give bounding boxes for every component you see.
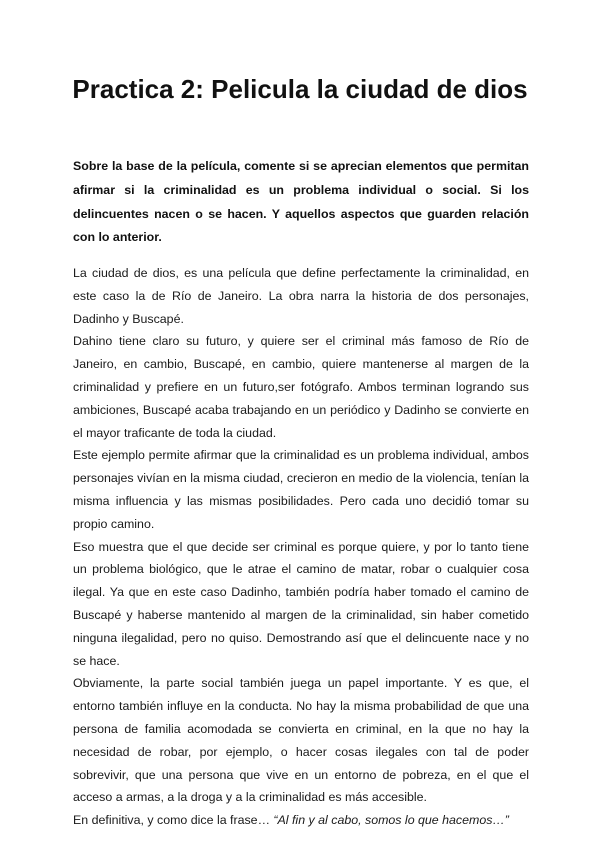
- essay-paragraph: Obviamente, la parte social también juega un papel importante. Y es que, el entorno también influye en la conducta. No hay la misma probabilidad de que una persona de familia acomodada se convierta en criminal, en la que no hay la necesidad de robar, por ejemplo, o hacer cosas ilegales con tal de poder sobrevivir, que una persona que vive en un entorno de pobreza, en el que el acceso a armas, a la droga y a la criminalidad es más accesible.: [73, 676, 529, 805]
- essay-body: [73, 262, 529, 832]
- essay-paragraph: Eso muestra que el que decide ser criminal es porque quiere, y por lo tanto tiene un problema biológico, que le atrae el camino de matar, robar o cualquier cosa ilegal. Ya que en este caso Dadinho, también podría haber tomado el camino de Buscapé y haberse mantenido al margen de la criminalidad, sin haber cometido ninguna ilegalidad, pero no quiso. Demostrando así que el delincuente nace y no se hace.: [73, 539, 529, 668]
- essay-paragraph: Dahino tiene claro su futuro, y quiere ser el criminal más famoso de Río de Janeiro, en cambio, Buscapé, en cambio, quiere mantenerse al margen de la criminalidad y prefiere en un futuro,ser fotógrafo. Ambos terminan logrando sus ambiciones, Buscapé acaba trabajando en un periódico y Dadinho se convierte en el mayor traficante de toda la ciudad.: [73, 334, 529, 440]
- essay-paragraph: La ciudad de dios, es una película que define perfectamente la criminalidad, en este caso la de Río de Janeiro. La obra narra la historia de dos personajes, Dadinho y Buscapé.: [73, 266, 529, 326]
- document-title: Practica 2: Pelicula la ciudad de dios: [72, 74, 528, 104]
- closing-lead: En definitiva, y como dice la frase…: [73, 813, 274, 828]
- closing-quote: “Al fin y al cabo, somos lo que hacemos…”: [273, 813, 509, 828]
- essay-paragraph: Este ejemplo permite afirmar que la criminalidad es un problema individual, ambos personajes vivían en la misma ciudad, crecieron en medio de la violencia, tenían la misma influencia y las mismas posibilidades. Pero cada uno decidió tomar su propio camino.: [73, 448, 529, 531]
- closing-paragraph: [73, 809, 529, 832]
- assignment-prompt: Sobre la base de la película, comente si se aprecian elementos que permitan afirmar si la criminalidad es un problema individual o social. Si los delincuentes nacen o se hacen. Y aquellos aspectos que guarden relación con lo anterior.: [73, 159, 529, 245]
